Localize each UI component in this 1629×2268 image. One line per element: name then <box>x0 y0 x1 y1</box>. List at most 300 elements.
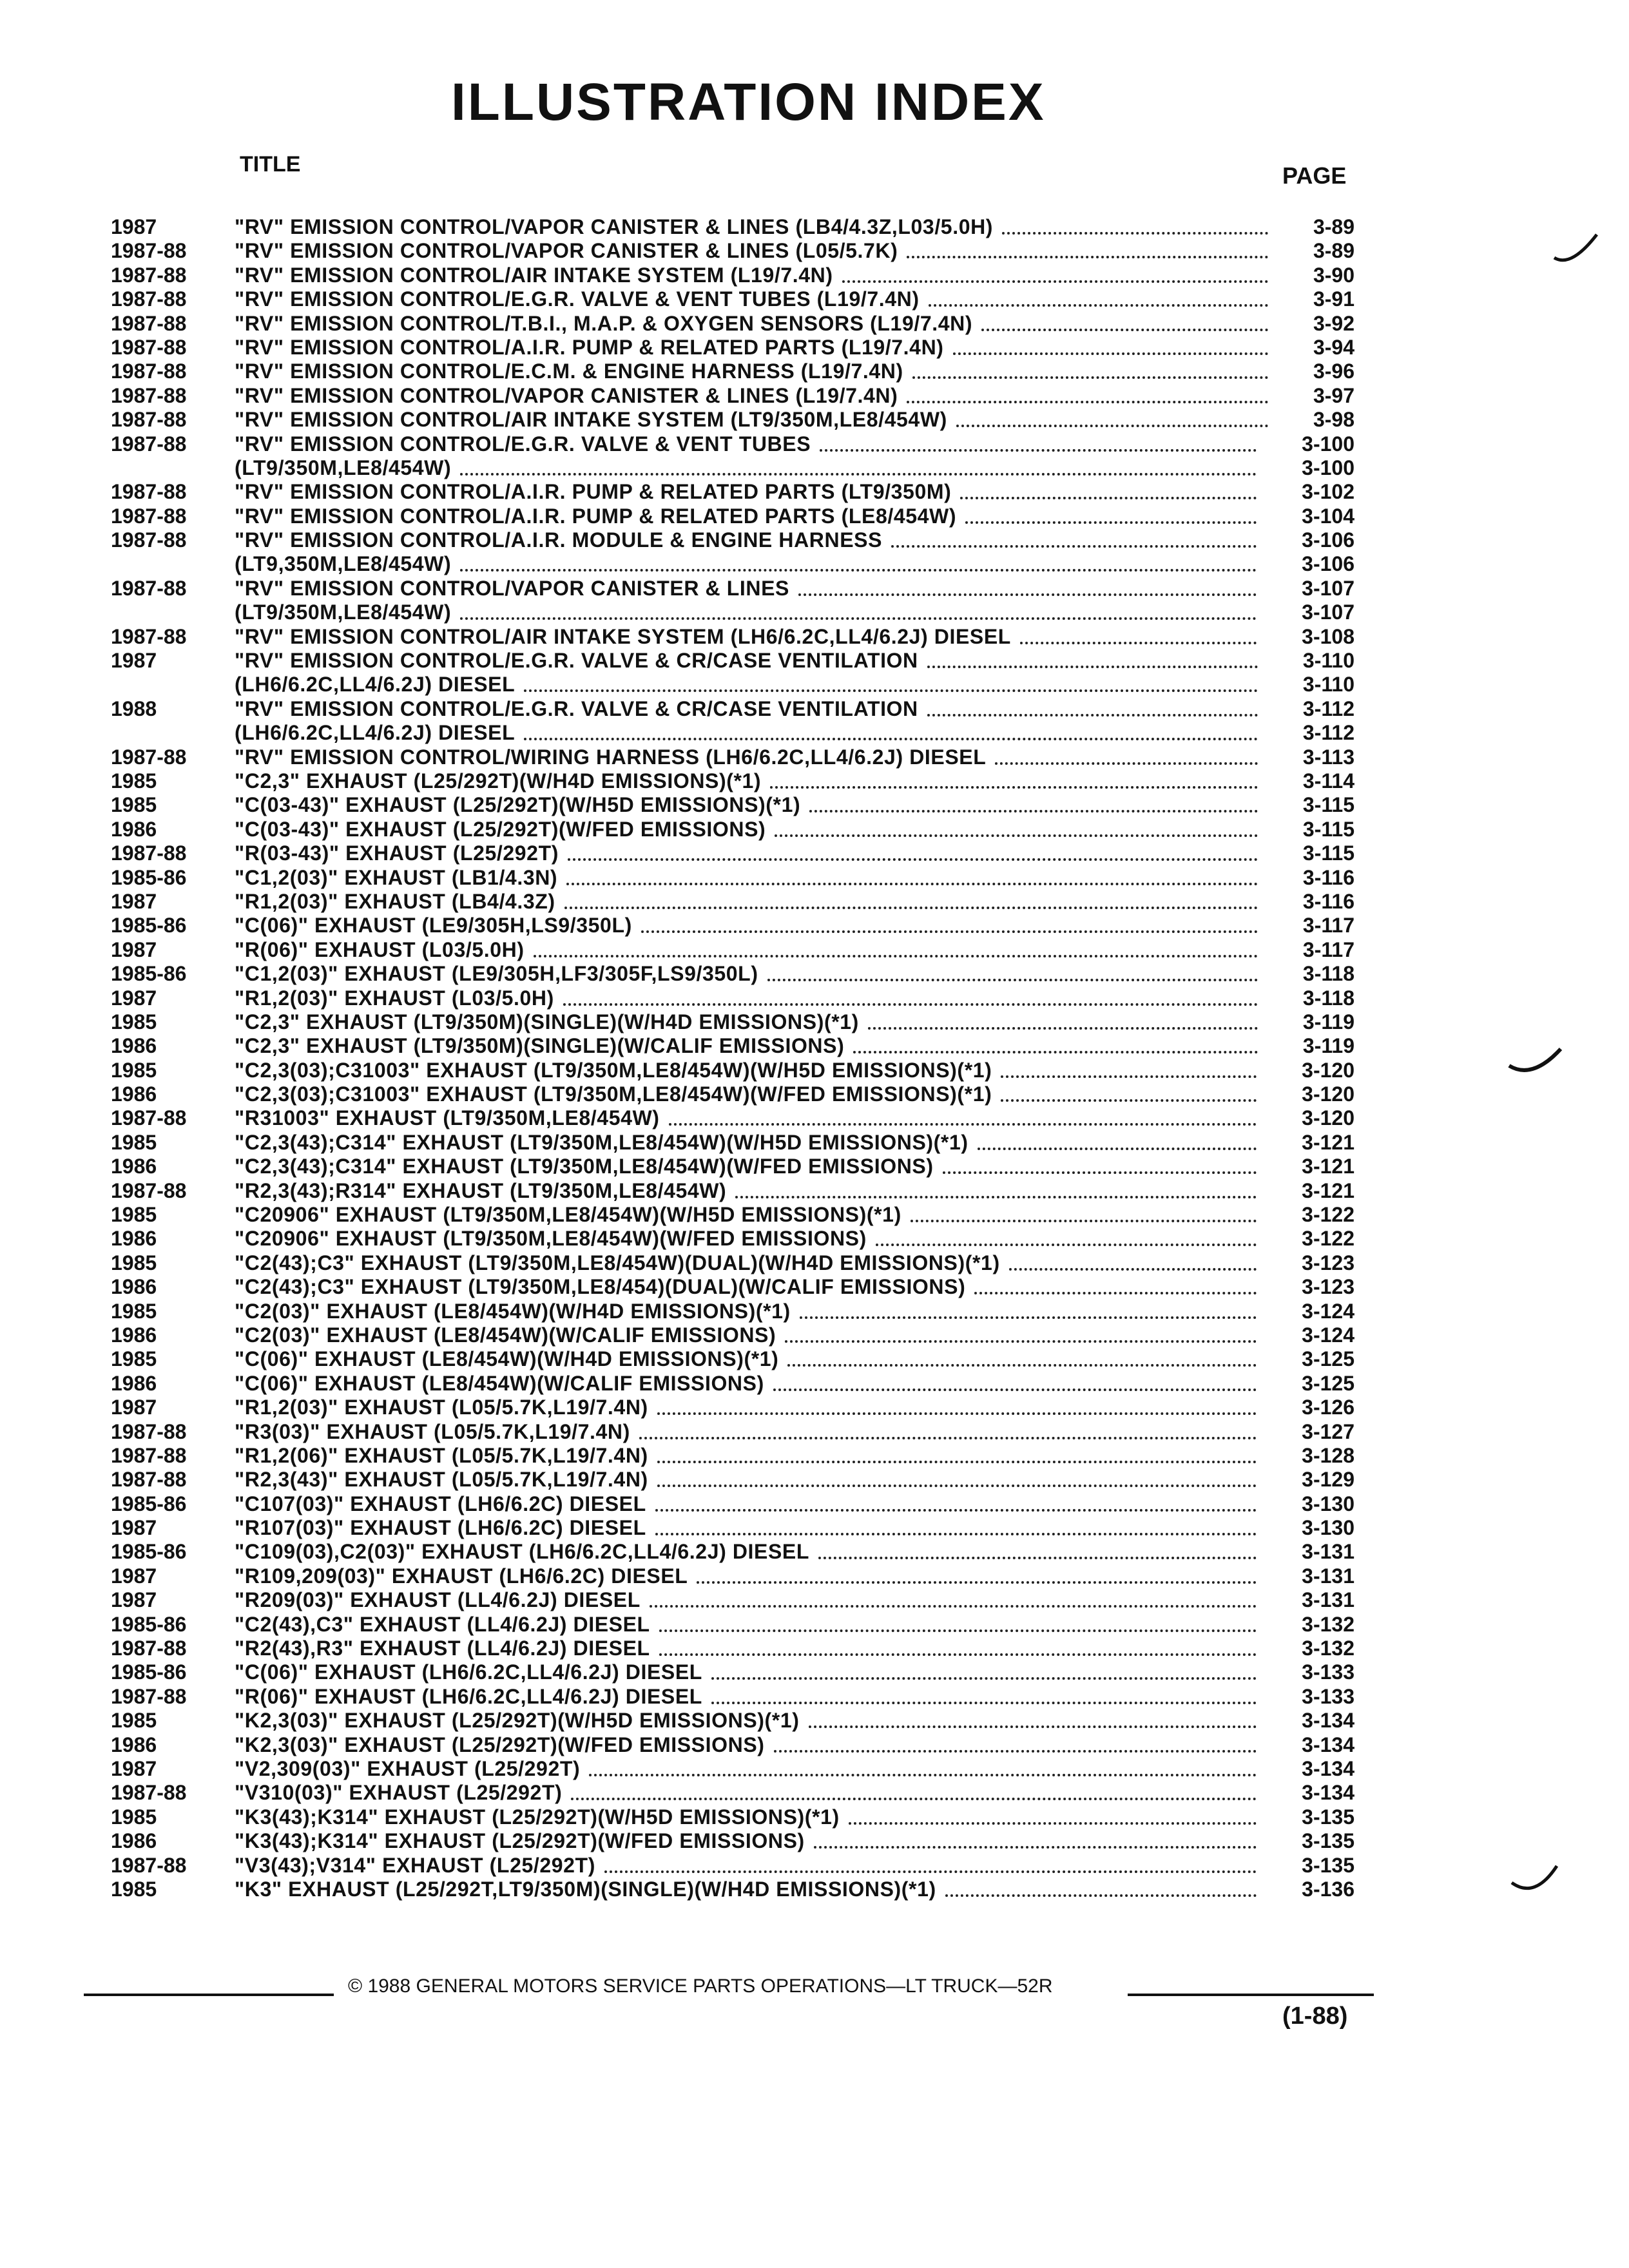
dot-leader <box>711 1677 1257 1680</box>
row-page: 3-131 <box>1302 1540 1354 1564</box>
row-year: 1987-88 <box>111 624 187 648</box>
index-row <box>111 1372 1354 1396</box>
index-row <box>111 1588 1354 1612</box>
dot-leader <box>657 1485 1257 1487</box>
row-year: 1985 <box>111 769 157 793</box>
row-page: 3-135 <box>1302 1805 1354 1829</box>
row-title: "K3" EXHAUST (L25/292T,LT9/350M)(SINGLE)(W/H4D EMISSIONS)(*1) <box>235 1877 936 1901</box>
row-year: 1987 <box>111 215 157 238</box>
index-row <box>111 721 1354 745</box>
check-mark-icon <box>1509 1863 1561 1902</box>
index-row <box>111 1733 1354 1757</box>
dot-leader <box>460 617 1257 620</box>
row-page: 3-112 <box>1302 721 1354 745</box>
row-title: "V3(43);V314" EXHAUST (L25/292T) <box>235 1853 595 1877</box>
dot-leader <box>568 858 1258 861</box>
index-row <box>111 360 1354 383</box>
row-page: 3-90 <box>1313 263 1354 287</box>
row-page: 3-125 <box>1302 1347 1354 1371</box>
row-title: "C2(43),C3" EXHAUST (LL4/6.2J) DIESEL <box>235 1612 650 1636</box>
row-year: 1985-86 <box>111 1540 187 1564</box>
row-year: 1985-86 <box>111 914 187 937</box>
index-row <box>111 1637 1354 1660</box>
row-year: 1985 <box>111 1251 157 1274</box>
index-row <box>111 841 1354 865</box>
row-page: 3-124 <box>1302 1323 1354 1347</box>
row-title: "R2,3(43);R314" EXHAUST (LT9/350M,LE8/454W) <box>235 1178 727 1202</box>
row-year: 1986 <box>111 1733 157 1756</box>
row-year: 1987-88 <box>111 1853 187 1877</box>
index-row <box>111 1082 1354 1106</box>
index-row <box>111 1203 1354 1227</box>
dot-leader <box>641 930 1258 933</box>
page-title: ILLUSTRATION INDEX <box>451 73 1046 131</box>
row-page: 3-128 <box>1302 1443 1354 1467</box>
row-page: 3-119 <box>1302 1010 1354 1033</box>
row-page: 3-92 <box>1313 311 1354 335</box>
row-year: 1987 <box>111 649 157 673</box>
index-row <box>111 890 1354 914</box>
row-year: 1987-88 <box>111 287 187 311</box>
row-page: 3-134 <box>1302 1709 1354 1733</box>
row-year: 1985-86 <box>111 865 187 889</box>
row-title: "C(06)" EXHAUST (LE9/305H,LS9/350L) <box>235 914 632 937</box>
row-title: "RV" EMISSION CONTROL/A.I.R. MODULE & ENGINE HARNESS <box>235 528 883 552</box>
row-title: "K3(43);K314" EXHAUST (L25/292T)(W/FED EMISSIONS) <box>235 1829 805 1853</box>
dot-leader <box>842 280 1268 283</box>
dot-leader <box>773 1389 1257 1391</box>
row-page: 3-113 <box>1302 745 1354 769</box>
row-page: 3-123 <box>1302 1251 1354 1274</box>
row-page: 3-110 <box>1302 673 1354 697</box>
dot-leader <box>563 1003 1258 1006</box>
dot-leader <box>460 569 1257 572</box>
dot-leader <box>775 834 1258 837</box>
row-year: 1986 <box>111 1155 157 1178</box>
row-page: 3-135 <box>1302 1829 1354 1853</box>
row-title: "R(06)" EXHAUST (L03/5.0H) <box>235 937 525 961</box>
dot-leader <box>995 762 1258 765</box>
index-row <box>111 866 1354 890</box>
dot-leader <box>978 1148 1257 1150</box>
row-year: 1987-88 <box>111 1781 187 1805</box>
dot-leader <box>965 521 1257 524</box>
row-page: 3-116 <box>1302 889 1354 913</box>
row-year: 1987-88 <box>111 1106 187 1130</box>
row-title: "C(03-43)" EXHAUST (L25/292T)(W/FED EMISSIONS) <box>235 817 766 841</box>
row-page: 3-100 <box>1302 432 1354 456</box>
dot-leader <box>1001 1099 1257 1102</box>
row-year: 1987 <box>111 986 157 1010</box>
row-year: 1987-88 <box>111 311 187 335</box>
row-page: 3-106 <box>1302 528 1354 552</box>
row-year: 1987 <box>111 1396 157 1419</box>
index-row <box>111 1516 1354 1540</box>
index-row <box>111 312 1354 336</box>
row-year: 1985 <box>111 793 157 817</box>
index-row <box>111 215 1354 239</box>
row-year: 1987-88 <box>111 383 187 407</box>
index-row <box>111 384 1354 408</box>
row-year: 1986 <box>111 1227 157 1251</box>
row-page: 3-127 <box>1302 1419 1354 1443</box>
dot-leader <box>770 786 1258 789</box>
index-row <box>111 336 1354 360</box>
row-title: "C2,3" EXHAUST (LT9/350M)(SINGLE)(W/H4D EMISSIONS)(*1) <box>235 1010 859 1033</box>
row-year: 1986 <box>111 1082 157 1106</box>
index-row <box>111 1757 1354 1781</box>
dot-leader <box>798 593 1257 596</box>
row-page: 3-106 <box>1302 552 1354 576</box>
dot-leader <box>953 352 1268 355</box>
dot-leader <box>534 955 1258 957</box>
row-page: 3-121 <box>1302 1155 1354 1178</box>
row-page: 3-118 <box>1302 962 1354 986</box>
row-title: "R31003" EXHAUST (LT9/350M,LE8/454W) <box>235 1106 660 1130</box>
row-year: 1987-88 <box>111 239 187 263</box>
index-row <box>111 264 1354 287</box>
row-page: 3-136 <box>1302 1877 1354 1901</box>
row-year: 1986 <box>111 1275 157 1299</box>
row-year: 1985 <box>111 1877 157 1901</box>
row-title: "RV" EMISSION CONTROL/E.G.R. VALVE & VENT TUBES (L19/7.4N) <box>235 287 920 311</box>
row-title: "RV" EMISSION CONTROL/E.G.R. VALVE & CR/CASE VENTILATION <box>235 697 918 720</box>
dot-leader <box>818 1557 1257 1559</box>
index-row <box>111 1300 1354 1323</box>
row-title: "C1,2(03)" EXHAUST (LE9/305H,LF3/305F,LS9/350L) <box>235 962 758 986</box>
row-page: 3-133 <box>1302 1684 1354 1708</box>
index-row <box>111 697 1354 721</box>
row-page: 3-131 <box>1302 1564 1354 1588</box>
index-row <box>111 986 1354 1010</box>
row-page: 3-121 <box>1302 1178 1354 1202</box>
dot-leader <box>711 1702 1257 1704</box>
index-row <box>111 1540 1354 1564</box>
row-page: 3-133 <box>1302 1660 1354 1684</box>
row-year: 1986 <box>111 1034 157 1058</box>
dot-leader <box>809 810 1258 812</box>
row-year: 1986 <box>111 1829 157 1853</box>
row-title: "C(06)" EXHAUST (LE8/454W)(W/CALIF EMISSIONS) <box>235 1371 764 1395</box>
index-row <box>111 914 1354 937</box>
index-row <box>111 1227 1354 1251</box>
dot-leader <box>911 1220 1257 1222</box>
dot-leader <box>1009 1268 1257 1271</box>
row-title: "C2,3(03);C31003" EXHAUST (LT9/350M,LE8/454W)(W/FED EMISSIONS)(*1) <box>235 1082 992 1106</box>
index-row <box>111 1660 1354 1684</box>
check-mark-icon <box>1552 231 1603 269</box>
row-title: "RV" EMISSION CONTROL/E.C.M. & ENGINE HARNESS (L19/7.4N) <box>235 360 903 383</box>
row-title: "R(06)" EXHAUST (LH6/6.2C,LL4/6.2J) DIESEL <box>235 1684 702 1708</box>
dot-leader <box>657 1461 1257 1463</box>
row-title: "RV" EMISSION CONTROL/WIRING HARNESS (LH6/6.2C,LL4/6.2J) DIESEL <box>235 745 987 769</box>
dot-leader <box>1001 1075 1257 1078</box>
footer-rule-left <box>84 1994 334 1996</box>
row-title: "RV" EMISSION CONTROL/AIR INTAKE SYSTEM (LT9/350M,LE8/454W) <box>235 408 947 432</box>
row-title: "C20906" EXHAUST (LT9/350M,LE8/454W)(W/H5D EMISSIONS)(*1) <box>235 1203 901 1227</box>
row-page: 3-121 <box>1302 1130 1354 1154</box>
row-title: "RV" EMISSION CONTROL/VAPOR CANISTER & LINES (L05/5.7K) <box>235 239 898 263</box>
dot-leader <box>849 1822 1257 1825</box>
dot-leader <box>912 376 1268 379</box>
row-year: 1987-88 <box>111 1468 187 1492</box>
index-row <box>111 528 1354 552</box>
row-year: 1987-88 <box>111 360 187 383</box>
index-row <box>111 1685 1354 1709</box>
row-year: 1987-88 <box>111 1637 187 1660</box>
row-year: 1987 <box>111 1564 157 1588</box>
row-page: 3-130 <box>1302 1516 1354 1540</box>
row-year: 1985-86 <box>111 1660 187 1684</box>
dot-leader <box>891 545 1257 548</box>
dot-leader <box>657 1412 1257 1415</box>
row-title: "R109,209(03)" EXHAUST (LH6/6.2C) DIESEL <box>235 1564 688 1588</box>
dot-leader <box>767 979 1258 981</box>
dot-leader <box>774 1750 1257 1753</box>
index-row <box>111 769 1354 793</box>
check-mark-icon <box>1507 1043 1565 1081</box>
dot-leader <box>571 1798 1257 1800</box>
row-year: 1987-88 <box>111 528 187 552</box>
dot-leader <box>604 1870 1257 1873</box>
row-title: "RV" EMISSION CONTROL/A.I.R. PUMP & RELATED PARTS (LT9/350M) <box>235 480 952 504</box>
row-title: "V310(03)" EXHAUST (L25/292T) <box>235 1781 563 1805</box>
dot-leader <box>809 1725 1257 1728</box>
row-year: 1987-88 <box>111 408 187 432</box>
row-title: "C2,3(43);C314" EXHAUST (LT9/350M,LE8/454W)(W/FED EMISSIONS) <box>235 1155 934 1178</box>
row-title: "R1,2(03)" EXHAUST (L03/5.0H) <box>235 986 554 1010</box>
row-title: "R107(03)" EXHAUST (LH6/6.2C) DIESEL <box>235 1516 646 1540</box>
row-title: "C2(43);C3" EXHAUST (LT9/350M,LE8/454)(DUAL)(W/CALIF EMISSIONS) <box>235 1275 966 1299</box>
row-page: 3-120 <box>1302 1106 1354 1130</box>
row-title: "RV" EMISSION CONTROL/A.I.R. PUMP & RELATED PARTS (L19/7.4N) <box>235 335 944 359</box>
dot-leader <box>1020 642 1257 644</box>
index-row <box>111 239 1354 263</box>
dot-leader <box>650 1605 1257 1608</box>
row-page: 3-118 <box>1302 986 1354 1010</box>
row-page: 3-89 <box>1313 239 1354 263</box>
row-year: 1985 <box>111 1130 157 1154</box>
row-title: "K2,3(03)" EXHAUST (L25/292T)(W/FED EMISSIONS) <box>235 1733 765 1756</box>
row-title: "RV" EMISSION CONTROL/A.I.R. PUMP & RELATED PARTS (LE8/454W) <box>235 504 957 528</box>
row-page: 3-107 <box>1302 576 1354 600</box>
index-row <box>111 625 1354 649</box>
row-year: 1987-88 <box>111 1684 187 1708</box>
dot-leader <box>785 1340 1257 1343</box>
dot-leader <box>735 1196 1257 1198</box>
row-title: "C2,3(03);C31003" EXHAUST (LT9/350M,LE8/454W)(W/H5D EMISSIONS)(*1) <box>235 1058 992 1082</box>
row-title: "C107(03)" EXHAUST (LH6/6.2C) DIESEL <box>235 1492 646 1515</box>
revision-code: (1-88) <box>1282 2003 1348 2030</box>
dot-leader <box>655 1509 1257 1512</box>
row-page: 3-134 <box>1302 1781 1354 1805</box>
dot-leader <box>697 1581 1257 1584</box>
index-row <box>111 1155 1354 1178</box>
index-row <box>111 1492 1354 1516</box>
row-year: 1987 <box>111 889 157 913</box>
row-title: (LH6/6.2C,LL4/6.2J) DIESEL <box>235 721 516 745</box>
footer-rule-right <box>1128 1994 1374 1996</box>
row-year: 1987-88 <box>111 1419 187 1443</box>
dot-leader <box>639 1437 1257 1439</box>
index-row <box>111 505 1354 528</box>
index-row <box>111 1010 1354 1034</box>
row-title: (LT9,350M,LE8/454W) <box>235 552 452 576</box>
row-title: "C2(03)" EXHAUST (LE8/454W)(W/H4D EMISSIONS)(*1) <box>235 1299 791 1323</box>
row-title: "C2(43);C3" EXHAUST (LT9/350M,LE8/454W)(DUAL)(W/H4D EMISSIONS)(*1) <box>235 1251 1000 1274</box>
dot-leader <box>1002 232 1268 235</box>
row-title: "R1,2(03)" EXHAUST (L05/5.7K,L19/7.4N) <box>235 1396 648 1419</box>
dot-leader <box>589 1774 1257 1776</box>
row-page: 3-116 <box>1302 865 1354 889</box>
row-year: 1985 <box>111 1010 157 1033</box>
row-page: 3-132 <box>1302 1612 1354 1636</box>
dot-leader <box>907 401 1268 403</box>
row-year: 1986 <box>111 1371 157 1395</box>
row-page: 3-132 <box>1302 1637 1354 1660</box>
index-row <box>111 1709 1354 1733</box>
row-year: 1987-88 <box>111 841 187 865</box>
row-year: 1985-86 <box>111 1492 187 1515</box>
index-row <box>111 1613 1354 1637</box>
row-page: 3-94 <box>1313 335 1354 359</box>
dot-leader <box>927 714 1258 716</box>
index-row <box>111 1829 1354 1853</box>
dot-leader <box>907 256 1268 258</box>
row-title: "RV" EMISSION CONTROL/E.G.R. VALVE & CR/CASE VENTILATION <box>235 649 918 673</box>
row-year: 1988 <box>111 697 157 720</box>
row-title: "RV" EMISSION CONTROL/AIR INTAKE SYSTEM (LH6/6.2C,LL4/6.2J) DIESEL <box>235 624 1011 648</box>
row-year: 1987-88 <box>111 335 187 359</box>
page-column-header: PAGE <box>1282 162 1347 189</box>
dot-leader <box>927 666 1258 668</box>
index-row <box>111 649 1354 673</box>
row-page: 3-114 <box>1302 769 1354 793</box>
row-page: 3-91 <box>1313 287 1354 311</box>
row-year: 1985-86 <box>111 962 187 986</box>
row-title: "K3(43);K314" EXHAUST (L25/292T)(W/H5D EMISSIONS)(*1) <box>235 1805 840 1829</box>
index-row <box>111 552 1354 576</box>
row-title: "RV" EMISSION CONTROL/AIR INTAKE SYSTEM (L19/7.4N) <box>235 263 833 287</box>
row-year: 1986 <box>111 1323 157 1347</box>
row-year: 1985 <box>111 1203 157 1227</box>
row-page: 3-131 <box>1302 1588 1354 1612</box>
row-title: "RV" EMISSION CONTROL/VAPOR CANISTER & LINES (LB4/4.3Z,L03/5.0H) <box>235 215 994 238</box>
index-row <box>111 745 1354 769</box>
row-page: 3-97 <box>1313 383 1354 407</box>
index-row <box>111 1059 1354 1082</box>
dot-leader <box>524 689 1258 692</box>
row-year: 1985 <box>111 1709 157 1733</box>
index-row <box>111 1468 1354 1492</box>
row-page: 3-98 <box>1313 408 1354 432</box>
footer <box>84 1975 1373 2008</box>
index-row <box>111 1106 1354 1130</box>
row-year: 1985-86 <box>111 1612 187 1636</box>
row-year: 1986 <box>111 817 157 841</box>
row-year: 1985 <box>111 1058 157 1082</box>
index-row <box>111 1420 1354 1444</box>
index-row <box>111 1781 1354 1805</box>
dot-leader <box>981 329 1268 331</box>
row-page: 3-129 <box>1302 1468 1354 1492</box>
row-title: "RV" EMISSION CONTROL/E.G.R. VALVE & VENT TUBES <box>235 432 811 456</box>
index-row <box>111 938 1354 962</box>
row-title: "C(03-43)" EXHAUST (L25/292T)(W/H5D EMISSIONS)(*1) <box>235 793 801 817</box>
index-row <box>111 1131 1354 1155</box>
row-year: 1987 <box>111 937 157 961</box>
row-page: 3-126 <box>1302 1396 1354 1419</box>
index-row <box>111 287 1354 311</box>
index-row <box>111 456 1354 480</box>
row-page: 3-100 <box>1302 456 1354 479</box>
row-page: 3-108 <box>1302 624 1354 648</box>
row-page: 3-122 <box>1302 1203 1354 1227</box>
index-row <box>111 1275 1354 1299</box>
row-title: (LT9/350M,LE8/454W) <box>235 601 452 624</box>
dot-leader <box>655 1533 1257 1535</box>
row-title: "C(06)" EXHAUST (LH6/6.2C,LL4/6.2J) DIESEL <box>235 1660 702 1684</box>
dot-leader <box>524 738 1258 740</box>
index-row <box>111 601 1354 624</box>
dot-leader <box>564 907 1258 909</box>
row-title: "V2,309(03)" EXHAUST (L25/292T) <box>235 1757 581 1780</box>
row-year: 1987-88 <box>111 480 187 504</box>
row-page: 3-123 <box>1302 1275 1354 1299</box>
index-row <box>111 577 1354 601</box>
row-title: "C2,3" EXHAUST (L25/292T)(W/H4D EMISSIONS)(*1) <box>235 769 762 793</box>
dot-leader <box>943 1171 1257 1174</box>
index-row <box>111 1854 1354 1878</box>
row-year: 1987 <box>111 1516 157 1540</box>
row-page: 3-122 <box>1302 1227 1354 1251</box>
row-page: 3-107 <box>1302 601 1354 624</box>
row-title: "R2,3(43)" EXHAUST (L05/5.7K,L19/7.4N) <box>235 1468 648 1492</box>
row-title: "R3(03)" EXHAUST (L05/5.7K,L19/7.4N) <box>235 1419 630 1443</box>
row-page: 3-115 <box>1302 793 1354 817</box>
row-year: 1987-88 <box>111 745 187 769</box>
row-title: (LH6/6.2C,LL4/6.2J) DIESEL <box>235 673 516 697</box>
dot-leader <box>659 1653 1257 1656</box>
row-title: "RV" EMISSION CONTROL/VAPOR CANISTER & LINES <box>235 576 789 600</box>
row-title: "C1,2(03)" EXHAUST (LB1/4.3N) <box>235 865 558 889</box>
dot-leader <box>945 1894 1257 1897</box>
row-page: 3-115 <box>1302 841 1354 865</box>
row-year: 1987-88 <box>111 1178 187 1202</box>
index-row <box>111 1805 1354 1829</box>
dot-leader <box>659 1629 1257 1632</box>
row-title: "R1,2(06)" EXHAUST (L05/5.7K,L19/7.4N) <box>235 1443 648 1467</box>
row-page: 3-102 <box>1302 480 1354 504</box>
dot-leader <box>956 425 1268 427</box>
index-list <box>111 215 1354 1901</box>
row-year: 1987-88 <box>111 576 187 600</box>
row-title: "C2,3(43);C314" EXHAUST (LT9/350M,LE8/454W)(W/H5D EMISSIONS)(*1) <box>235 1130 969 1154</box>
title-column-header: TITLE <box>240 152 301 177</box>
row-page: 3-124 <box>1302 1299 1354 1323</box>
dot-leader <box>814 1846 1257 1849</box>
index-row <box>111 1251 1354 1275</box>
row-page: 3-117 <box>1302 914 1354 937</box>
index-row <box>111 1444 1354 1468</box>
row-title: "RV" EMISSION CONTROL/T.B.I., M.A.P. & OXYGEN SENSORS (L19/7.4N) <box>235 311 973 335</box>
row-title: "RV" EMISSION CONTROL/VAPOR CANISTER & LINES (L19/7.4N) <box>235 383 898 407</box>
dot-leader <box>566 883 1258 885</box>
row-year: 1987 <box>111 1588 157 1612</box>
row-title: "C(06)" EXHAUST (LE8/454W)(W/H4D EMISSIONS)(*1) <box>235 1347 779 1371</box>
index-row <box>111 818 1354 841</box>
dot-leader <box>876 1244 1257 1246</box>
